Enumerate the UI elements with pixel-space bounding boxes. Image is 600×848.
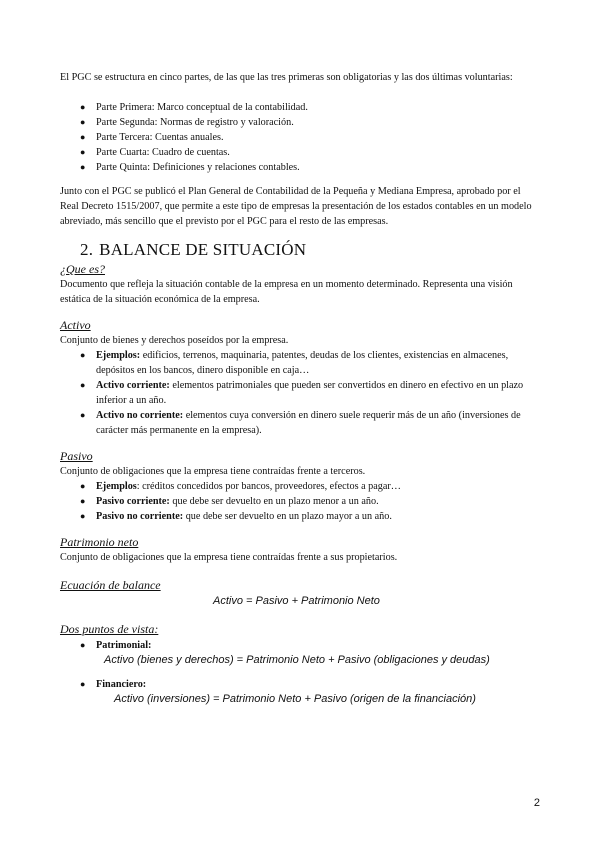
- puntos-heading: Dos puntos de vista:: [60, 622, 159, 636]
- bullet-icon: ●: [80, 481, 86, 491]
- pasivo-text: Conjunto de obligaciones que la empresa tiene contraídas frente a terceros.: [60, 466, 366, 477]
- bullet-icon: ●: [80, 496, 86, 506]
- list-item: ● Parte Segunda: Normas de registro y valoración.: [80, 117, 294, 128]
- intro-paragraph: El PGC se estructura en cinco partes, de las que las tres primeras son obligatorias y las dos últimas voluntarias:: [60, 72, 513, 83]
- pgc-parts-list: [60, 100, 540, 175]
- que-es-text: Documento que refleja la situación contable de la empresa en un momento determinado. Representa una visión estática de la situación económica de la empresa.: [60, 279, 513, 305]
- bullet-icon: ●: [80, 117, 86, 127]
- list-item: ● Ejemplos: edificios, terrenos, maquinaria, patentes, deudas de los clientes, existencias en almacenes, depósitos en los bancos, dinero disponible en caja…: [80, 350, 509, 376]
- list-item: ● Parte Tercera: Cuentas anuales.: [80, 132, 224, 143]
- activo-heading: Activo: [60, 318, 91, 332]
- list-item: ● Parte Cuarta: Cuadro de cuentas.: [80, 147, 230, 158]
- bullet-icon: ●: [80, 679, 86, 689]
- page-number: 2: [533, 797, 540, 809]
- bullet-icon: ●: [80, 102, 86, 112]
- patrimonial-equation: Activo (bienes y derechos) = Patrimonio Neto + Pasivo (obligaciones y deudas): [104, 654, 490, 666]
- bullet-icon: ●: [80, 640, 86, 650]
- list-item: ● Activo corriente: elementos patrimoniales que pueden ser convertidos en dinero en efectivo en un plazo inferior a un año.: [80, 380, 524, 406]
- pasivo-list: [60, 479, 540, 524]
- activo-list: [60, 348, 540, 438]
- list-item: ● Ejemplos: créditos concedidos por bancos, proveedores, efectos a pagar…: [80, 481, 401, 492]
- list-item: ● Parte Primera: Marco conceptual de la contabilidad.: [80, 102, 308, 113]
- ecuacion-heading: Ecuación de balance: [60, 578, 161, 592]
- list-item: ● Patrimonial:: [80, 640, 152, 651]
- list-item: ● Parte Quinta: Definiciones y relaciones contables.: [80, 162, 300, 173]
- pasivo-heading: Pasivo: [60, 449, 93, 463]
- puntos-list-patrimonial: [60, 638, 540, 653]
- section-heading: 2. BALANCE DE SITUACIÓN: [80, 240, 307, 259]
- que-es-heading: ¿Que es?: [60, 262, 105, 276]
- list-item: ● Activo no corriente: elementos cuya conversión en dinero suele requerir más de un año (inversiones de carácter más permanente en la empresa).: [80, 410, 521, 436]
- balance-equation: Activo = Pasivo + Patrimonio Neto: [213, 595, 380, 607]
- list-item: ● Pasivo no corriente: que debe ser devuelto en un plazo mayor a un año.: [80, 511, 392, 522]
- bullet-icon: ●: [80, 511, 86, 521]
- bullet-icon: ●: [80, 132, 86, 142]
- bullet-icon: ●: [80, 410, 86, 420]
- patrimonio-heading: Patrimonio neto: [60, 535, 139, 549]
- bullet-icon: ●: [80, 350, 86, 360]
- list-item: ● Pasivo corriente: que debe ser devuelto en un plazo menor a un año.: [80, 496, 379, 507]
- puntos-list-financiero: [60, 677, 540, 692]
- patrimonio-text: Conjunto de obligaciones que la empresa tiene contraídas frente a sus propietarios.: [60, 552, 398, 563]
- activo-text: Conjunto de bienes y derechos poseídos por la empresa.: [60, 335, 289, 346]
- pyme-paragraph: Junto con el PGC se publicó el Plan General de Contabilidad de la Pequeña y Mediana Empresa, aprobado por el Real Decreto 1515/2007, que permite a este tipo de empresas la presentación de los estados contables en un modelo abreviado, más sencillo que el previsto por el PGC para el resto de las empresas.: [60, 186, 532, 227]
- bullet-icon: ●: [80, 147, 86, 157]
- bullet-icon: ●: [80, 380, 86, 390]
- list-item: ● Financiero:: [80, 679, 147, 690]
- financiero-equation: Activo (inversiones) = Patrimonio Neto + Pasivo (origen de la financiación): [114, 693, 476, 705]
- bullet-icon: ●: [80, 162, 86, 172]
